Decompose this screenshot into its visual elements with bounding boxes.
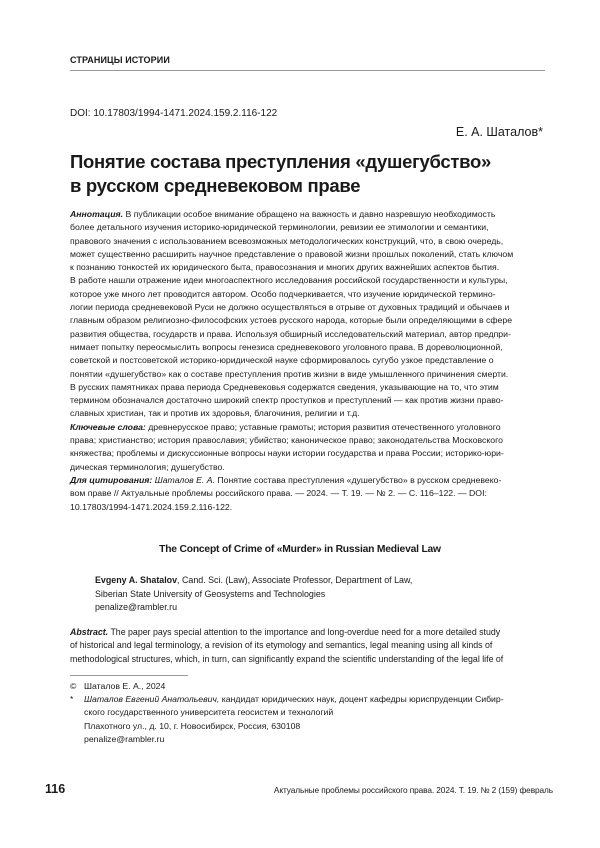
english-author-details: , Cand. Sci. (Law), Associate Professor, Department of Law,: [177, 575, 412, 585]
english-author-affiliation: Siberian State University of Geosystems and Technologies: [95, 588, 412, 602]
abstract-line: В работе нашли отражение идеи многоаспектного исследования российской государственности и культуры,: [70, 274, 548, 287]
copyright-text: Шаталов Е. А., 2024: [84, 680, 504, 693]
english-author-name: Evgeny A. Shatalov: [95, 575, 177, 585]
footnote-line: кандидат юридических наук, доцент кафедры юриспруденции Сибир-: [219, 694, 503, 704]
keywords-line: древнерусское право; уставные грамоты; история развития отечественного уголовного: [148, 422, 500, 432]
page-number: 116: [45, 782, 65, 796]
keywords-line: дическая терминология; душегубство.: [70, 461, 548, 474]
citation-line: вом праве // Актуальные проблемы российского права. — 2024. — Т. 19. — № 2. — С. 116–122. — DOI:: [70, 487, 548, 500]
abstract-line: логии периода средневековой Руси не должно осуществляться в отрыве от духовных традиций и обычаев и: [70, 301, 548, 314]
abstract-en-line: of historical and legal terminology, a revision of its etymology and semantics, legal meaning using all kinds of: [70, 639, 550, 652]
abstract-line: более детального изучения историко-юридической терминологии, ревизии ее этимологии и семантики,: [70, 221, 548, 234]
title-line: в русском средневековом праве: [70, 174, 550, 198]
footnote-divider: [70, 675, 188, 676]
english-author-email: penalize@rambler.ru: [95, 601, 412, 615]
abstract-line: В публикации особое внимание обращено на важность и давно назревшую необходимость: [126, 209, 496, 219]
abstract-line: главным образом религиозно-философских устоев русского народа, которые были определяющими в сфере: [70, 314, 548, 327]
keywords-line: княжества; проблемы и дискуссионные вопросы науки истории государства и права России; историко-юри-: [70, 447, 548, 460]
author-name: Е. А. Шаталов*: [456, 125, 543, 139]
keywords-label: Ключевые слова:: [70, 422, 146, 432]
journal-info: Актуальные проблемы российского права. 2024. Т. 19. № 2 (159) февраль: [274, 785, 553, 795]
section-label: СТРАНИЦЫ ИСТОРИИ: [70, 55, 170, 65]
title-line: Понятие состава преступления «душегубство»: [70, 150, 550, 174]
abstract-line: которое уже много лет проводится автором. Особо подчеркивается, что изучение юридической термино-: [70, 288, 548, 301]
abstract-en-line: methodological structures, which, in turn, can significantly expand the scientific understanding of the legal life of: [70, 653, 550, 666]
abstract-line: термином обозначался достаточно широкий спектр проступков и преступлений — как против жизни право-: [70, 394, 548, 407]
abstract-line: советской и постсоветской историко-юридической науке сформировалось сугубо узкое представление о: [70, 354, 548, 367]
abstract-ru: [70, 208, 548, 514]
english-author-block: [95, 574, 412, 615]
abstract-line: нимает попытку переосмыслить вопросы генезиса средневекового уголовного права. В дореволюционной,: [70, 341, 548, 354]
abstract-en-label: Abstract.: [70, 627, 108, 637]
footnotes: [70, 680, 504, 746]
abstract-en: [70, 626, 550, 666]
footnote-author-name: Шаталов Евгений Анатольевич,: [84, 694, 219, 704]
abstract-line: к познанию тонкостей их юридического быта, правосознания и многих других важнейших аспектов бытия.: [70, 261, 548, 274]
abstract-line: понятии «душегубство» как о составе преступления против жизни в виде умышленного причинения смерти.: [70, 368, 548, 381]
footnote-email: penalize@rambler.ru: [84, 733, 504, 746]
footnote-line: ского государственного университета геосистем и технологий: [84, 706, 504, 719]
page-title: [70, 150, 550, 198]
citation-author: Шаталов Е. А.: [155, 475, 215, 485]
author-footnote: [70, 693, 504, 746]
footnote-star: *: [70, 693, 73, 706]
citation-line: Понятие состава преступления «душегубство» в русском средневеко-: [217, 475, 501, 485]
abstract-line: В русских памятниках права периода Средневековья содержатся сведения, указывающие на то, что этим: [70, 381, 548, 394]
abstract-en-line: The paper pays special attention to the importance and long-overdue need for a more detailed study: [110, 627, 500, 637]
abstract-label: Аннотация.: [70, 209, 123, 219]
citation-line: 10.17803/1994-1471.2024.159.2.116-122.: [70, 501, 548, 514]
english-title: The Concept of Crime of «Murder» in Russian Medieval Law: [0, 544, 600, 555]
doi: DOI: 10.17803/1994-1471.2024.159.2.116-122: [70, 108, 277, 119]
keywords-line: права; христианство; история православия; убийство; каноническое право; законодательства Московского: [70, 434, 548, 447]
abstract-line: славных христиан, так и против их здоровья, благочиния, религии и т.д.: [70, 407, 548, 420]
abstract-line: правового значения с использованием всевозможных методологических конструкций, что, в свою очередь,: [70, 235, 548, 248]
header-divider: [70, 70, 545, 71]
footnote-line: Плахотного ул., д. 10, г. Новосибирск, Россия, 630108: [84, 720, 504, 733]
copyright-footnote: [70, 680, 504, 693]
citation-label: Для цитирования:: [70, 475, 152, 485]
abstract-line: развития общества, государств и права. Используя обширный исследовательский материал, автор предпри-: [70, 328, 548, 341]
copyright-icon: ©: [70, 680, 76, 693]
abstract-line: может существенно расширить научное представление о правовой жизни прошлых поколений, стать ключом: [70, 248, 548, 261]
